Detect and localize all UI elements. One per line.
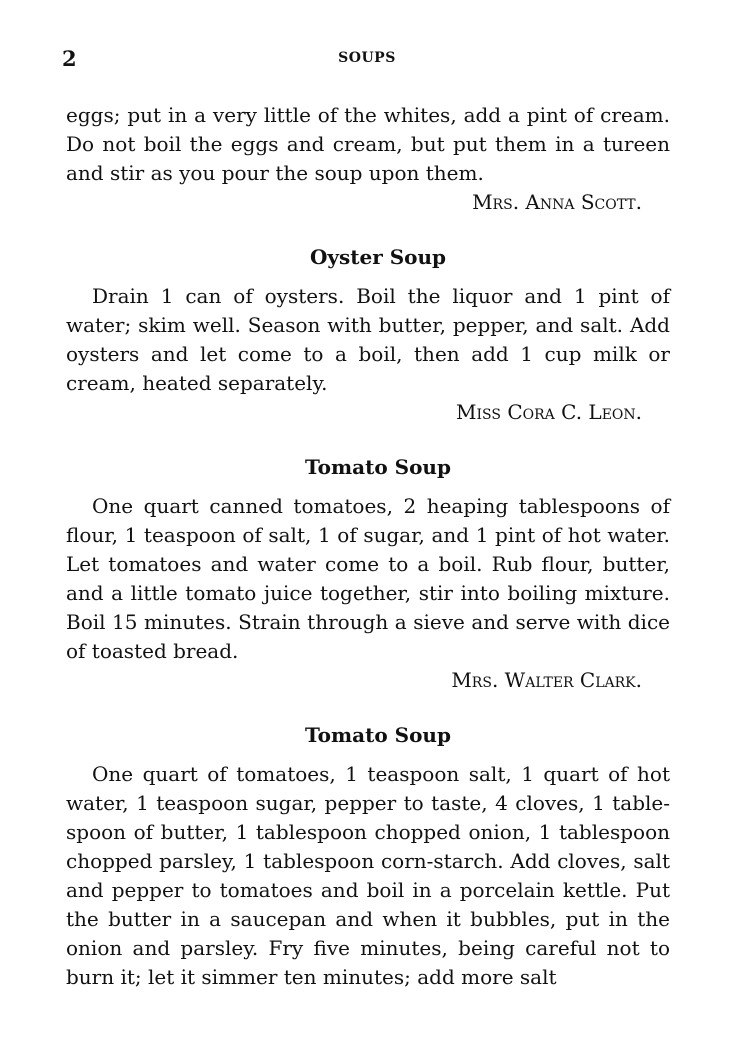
oyster-soup-section: [66, 243, 670, 427]
tomato-soup-2-paragraph: One quart of tomatoes, 1 teaspoon salt, 1 quart of hot water, 1 teaspoon sugar, pepper to taste, 4 cloves, 1 table-spoon of butter, 1 tablespoon chopped onion, 1 tablespoon chopped parsley, 1 tablespoon corn-starch. Add cloves, salt and pepper to tomatoes and boil in a porcelain kettle. Put the butter in a saucepan and when it bubbles, put in the onion and parsley. Fry five minutes, being careful not to burn it; let it simmer ten minutes; add more salt: [66, 762, 670, 989]
tomato-soup-1-title: Tomato Soup: [305, 455, 451, 479]
intro-section: [66, 101, 670, 217]
page-header: [62, 46, 672, 76]
oyster-soup-title: Oyster Soup: [309, 245, 447, 269]
tomato-soup-2-title: Tomato Soup: [305, 723, 451, 747]
tomato-soup-1-section: [66, 453, 670, 695]
running-head: SOUPS: [338, 50, 396, 66]
tomato-soup-1-paragraph: One quart canned tomatoes, 2 heaping tablespoons of flour, 1 teaspoon of salt, 1 of sugar, and 1 pint of hot water. Let tomatoes and water come to a boil. Rub flour, butter, and a little tomato juice together, stir into boiling mixture. Boil 15 minutes. Strain through a sieve and serve with dice of toasted bread.: [66, 494, 670, 663]
tomato-soup-2-section: [66, 721, 670, 992]
intro-attribution: Mrs. Anna Scott.: [472, 190, 642, 214]
page-content: [66, 101, 670, 992]
oyster-soup-paragraph: Drain 1 can of oysters. Boil the liquor and 1 pint of water; skim well. Season with butter, pepper, and salt. Add oysters and let come to a boil, then add 1 cup milk or cream, heated separately.: [66, 284, 670, 395]
oyster-soup-attribution: Miss Cora C. Leon.: [456, 400, 642, 424]
page-number: 2: [62, 46, 77, 71]
intro-paragraph: eggs; put in a very little of the whites, add a pint of cream. Do not boil the eggs and cream, but put them in a tureen and stir as you pour the soup upon them.: [66, 103, 670, 185]
tomato-soup-1-attribution: Mrs. Walter Clark.: [451, 668, 642, 692]
